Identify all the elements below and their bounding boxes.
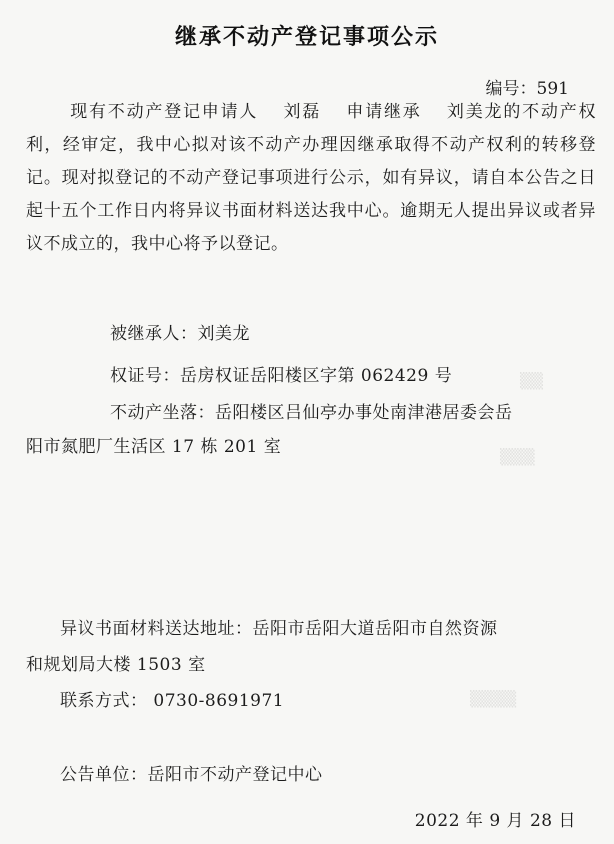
paragraph-middle: 申请继承 [345,102,422,122]
applicant-name: 刘磊 [282,102,322,122]
publisher-line: 公告单位：岳阳市不动产登记中心 [60,765,323,785]
document-number: 编号：591 [485,79,569,99]
paragraph-prefix: 现有不动产登记申请人 [70,102,259,122]
contact-line: 联系方式： 0730-8691971 [60,691,285,711]
document-title: 继承不动产登记事项公示 [174,25,439,50]
publish-date: 2022 年 9 月 28 日 [414,811,576,831]
objection-address-line1: 异议书面材料送达地址：岳阳市岳阳大道岳阳市自然资源 [60,619,498,639]
bleed-through-mark: ▒▒▒ [500,448,535,466]
property-location-line2: 阳市氮肥厂生活区 17 栋 201 室 [26,437,282,457]
property-location-line1: 不动产坐落：岳阳楼区吕仙亭办事处南津港居委会岳 [110,403,513,423]
bleed-through-mark: ▒▒▒▒ [470,690,517,708]
paragraph-rest: 的不动产权利，经审定，我中心拟对该不动产办理因继承取得不动产权利的转移登记。现对拟登记的不动产登记事项进行公示，如有异议，请自本公告之日起十五个工作日内将异议书面材料送达我中心。逾期无人提出异议或者异议不成立的，我中心将予以登记。 [26,102,597,254]
heir-line: 被继承人：刘美龙 [110,324,250,344]
certificate-line: 权证号：岳房权证岳阳楼区字第 062429 号 [110,366,453,386]
bleed-through-mark: ▒▒ [520,372,544,390]
decedent-name: 刘美龙 [445,102,504,122]
notice-paragraph [26,96,596,261]
objection-address-line2: 和规划局大楼 1503 室 [26,655,206,675]
